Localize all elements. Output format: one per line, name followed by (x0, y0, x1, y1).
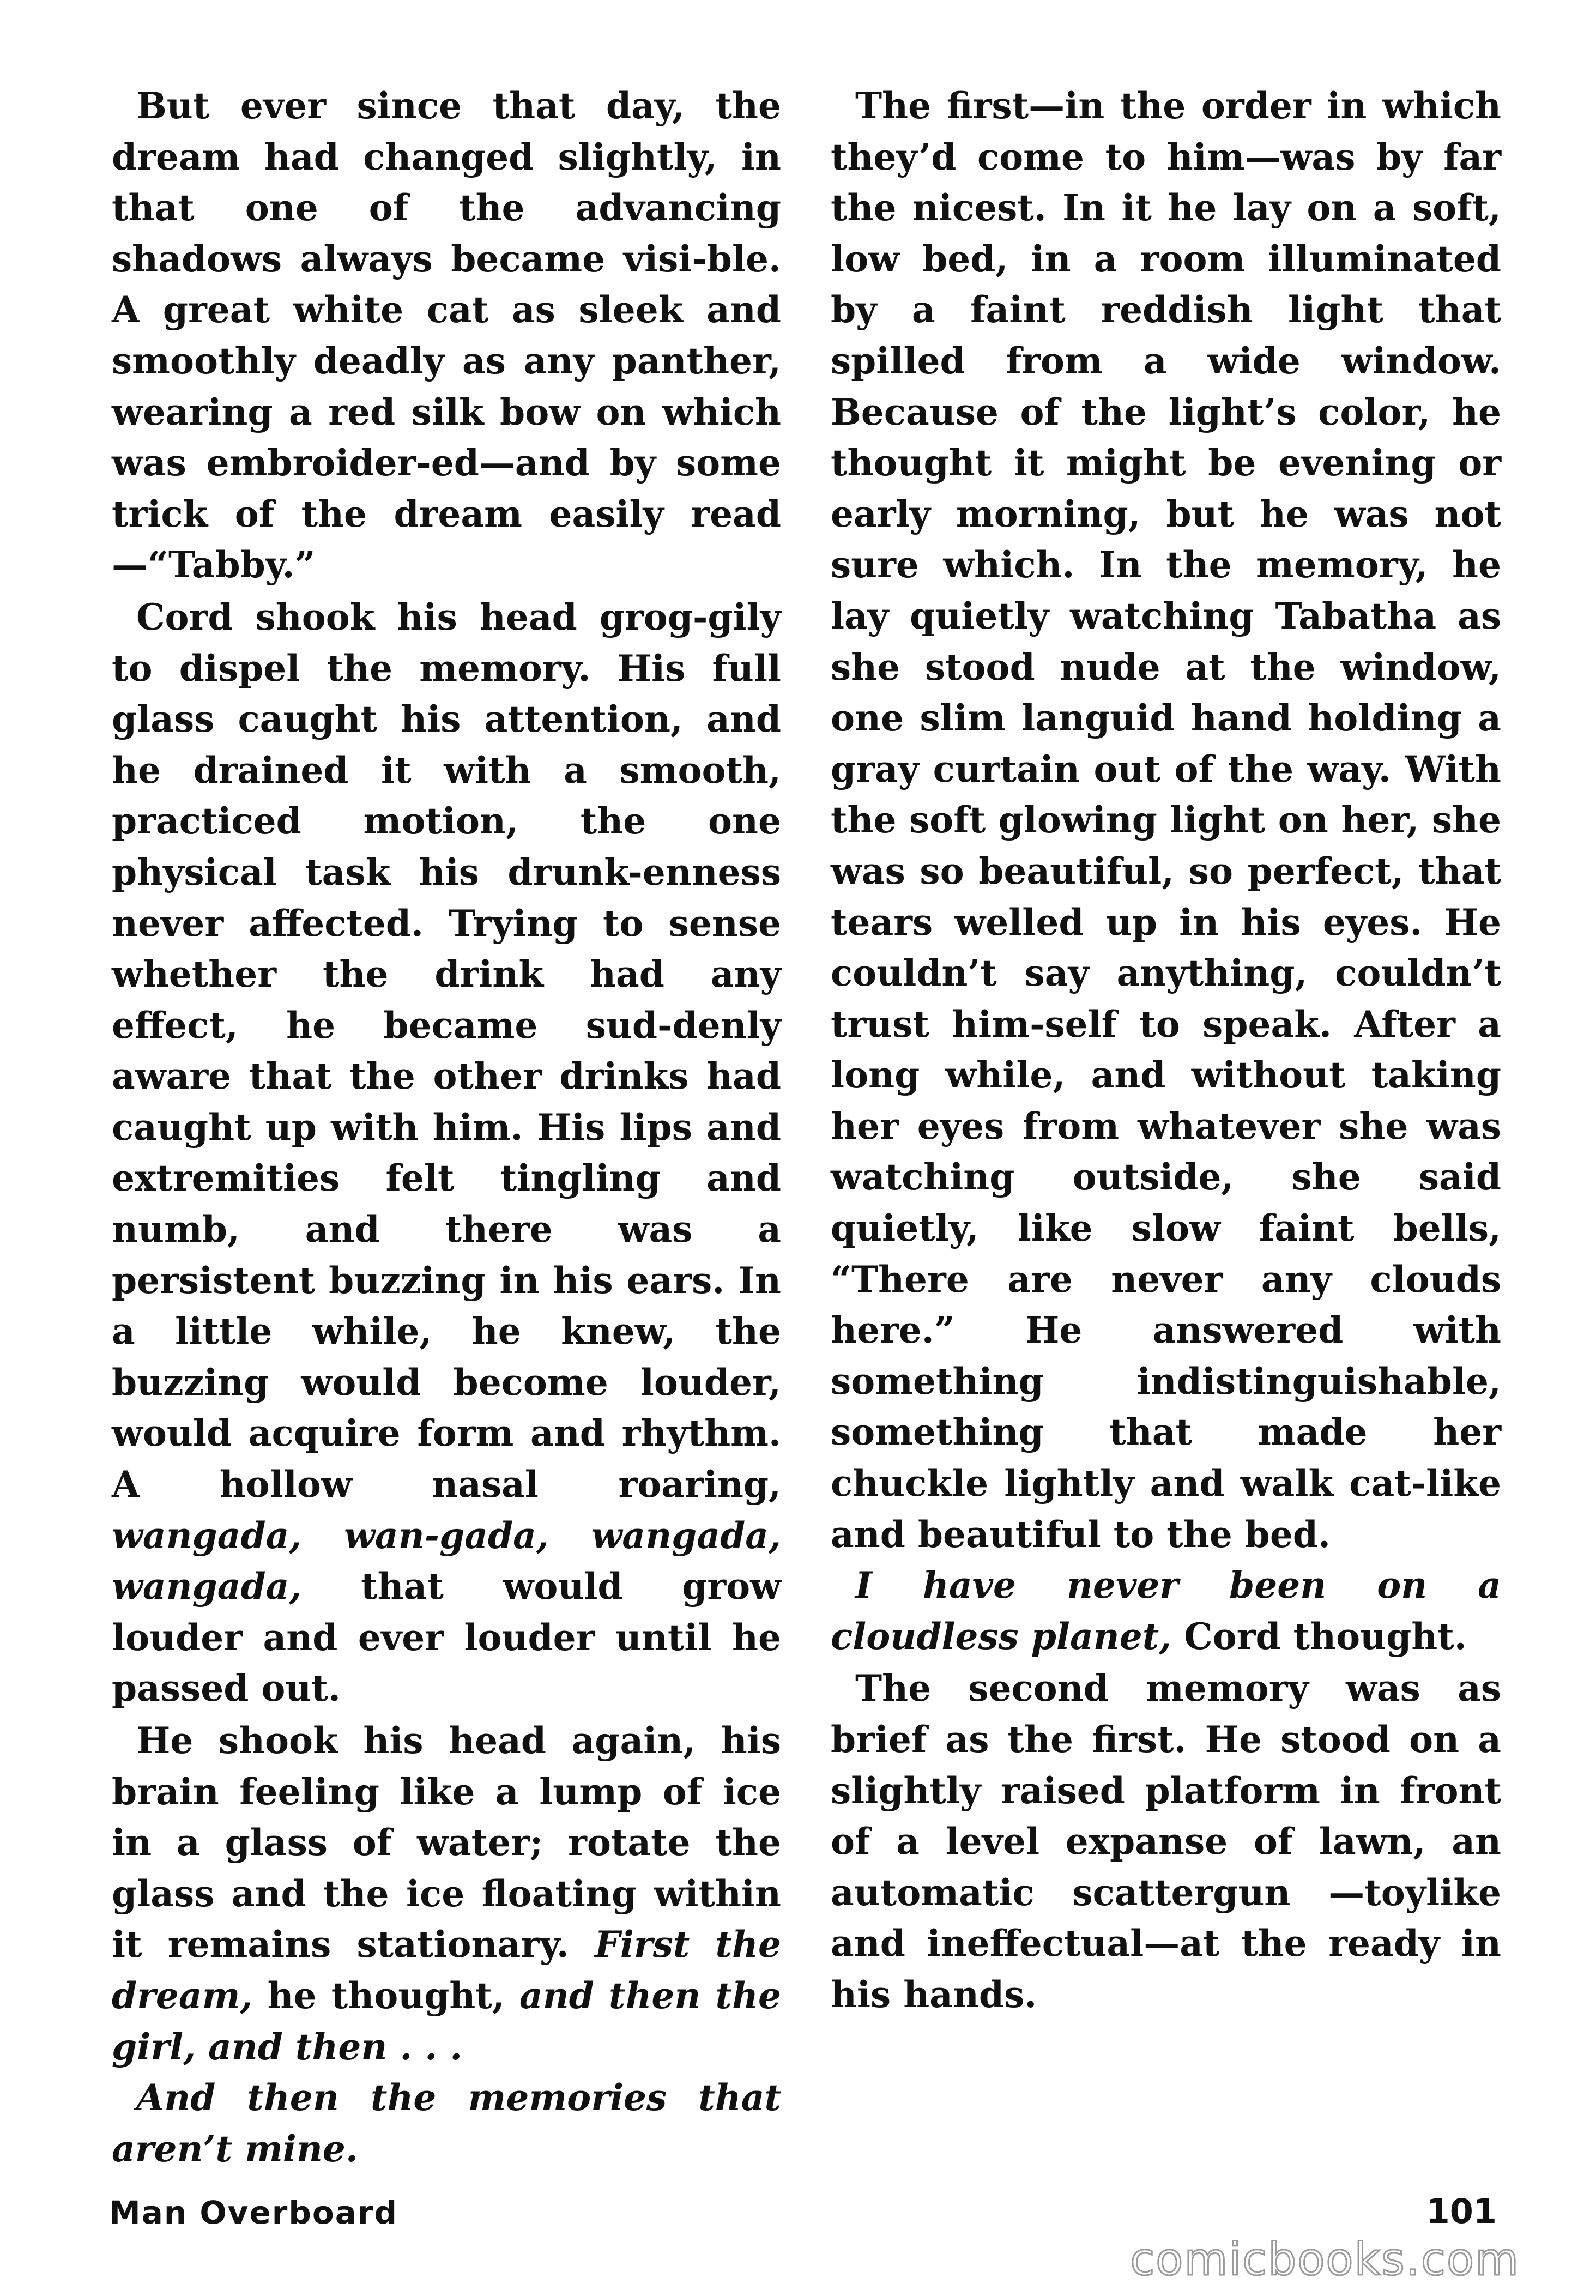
paragraph (831, 81, 1501, 1560)
paragraph-text: He shook his head again, his brain feeling like a lump of ice in a glass of water; rotate the glass and the ice floating within it remains stationary. (112, 1719, 781, 1966)
paragraph (112, 2073, 781, 2174)
paragraph-text: The second memory was as brief as the first. He stood on a slightly raised platform in front of a level expanse of lawn, an automatic scattergun —toylike and ineffectual—at the ready in his hands. (831, 1667, 1501, 2016)
paragraph-text: The first—in the order in which they’d come to him—was by far the nicest. In it he lay on a soft, low bed, in a room illuminated by a faint reddish light that spilled from a wide window. Because of the light’s color, he thought it might be evening or early morning, but he was not sure which. In the memory, he lay quietly watching Tabatha as she stood nude at the window, one slim languid hand holding a gray curtain out of the way. With the soft glowing light on her, she was so beautiful, so perfect, that tears welled up in his eyes. He couldn’t say anything, couldn’t trust him-self to speak. After a long while, and without taking her eyes from whatever she was watching outside, she said quietly, like slow faint bells, “There are never any clouds here.” He answered with something indistinguishable, something that made her chuckle lightly and walk cat-like and beautiful to the bed. (831, 84, 1501, 1556)
paragraph-text: that would grow louder and ever louder until he passed out. (112, 1565, 781, 1710)
paragraph (112, 1715, 781, 2073)
paragraph-text: he thought, (267, 1974, 505, 2017)
paragraph-text: Cord thought. (1184, 1615, 1467, 1658)
italic-text: I have never been on a cloudless planet, (831, 1564, 1501, 1658)
left-column (112, 81, 781, 2174)
italic-text: and then the girl, and then . . . (112, 1974, 781, 2068)
paragraph-text: But ever since that day, the dream had changed slightly, in that one of the advancing shadows always became visi-ble. A great white cat as sleek and smoothly deadly as any panther, wearing a red silk bow on which was embroider-ed—and by some trick of the dream easily read—“Tabby.” (112, 84, 781, 587)
watermark: comicbooks.com (1130, 2234, 1520, 2286)
paragraph (831, 1663, 1501, 2020)
italic-text: And then the memories that aren’t mine. (112, 2076, 781, 2170)
page-number: 101 (1426, 2191, 1497, 2231)
right-column (831, 81, 1501, 2021)
paragraph (831, 1560, 1501, 1662)
paragraph (112, 81, 781, 591)
story-title-footer: Man Overboard (109, 2194, 398, 2231)
italic-text: wangada, wan-gada, wangada, wangada, (112, 1514, 781, 1608)
paragraph-text: Cord shook his head grog-gily to dispel the memory. His full glass caught his attention, and he drained it with a smooth, practiced motion, the one physical task his drunk-enness never affected. Trying to sense whether the drink had any effect, he became sud-denly aware that the other drinks had caught up with him. His lips and extremities felt tingling and numb, and there was a persistent buzzing in his ears. In a little while, he knew, the buzzing would become louder, would acquire form and rhythm. A hollow nasal roaring, (112, 595, 781, 1506)
italic-text: First the dream, (112, 1923, 782, 2017)
paragraph (112, 592, 781, 1714)
